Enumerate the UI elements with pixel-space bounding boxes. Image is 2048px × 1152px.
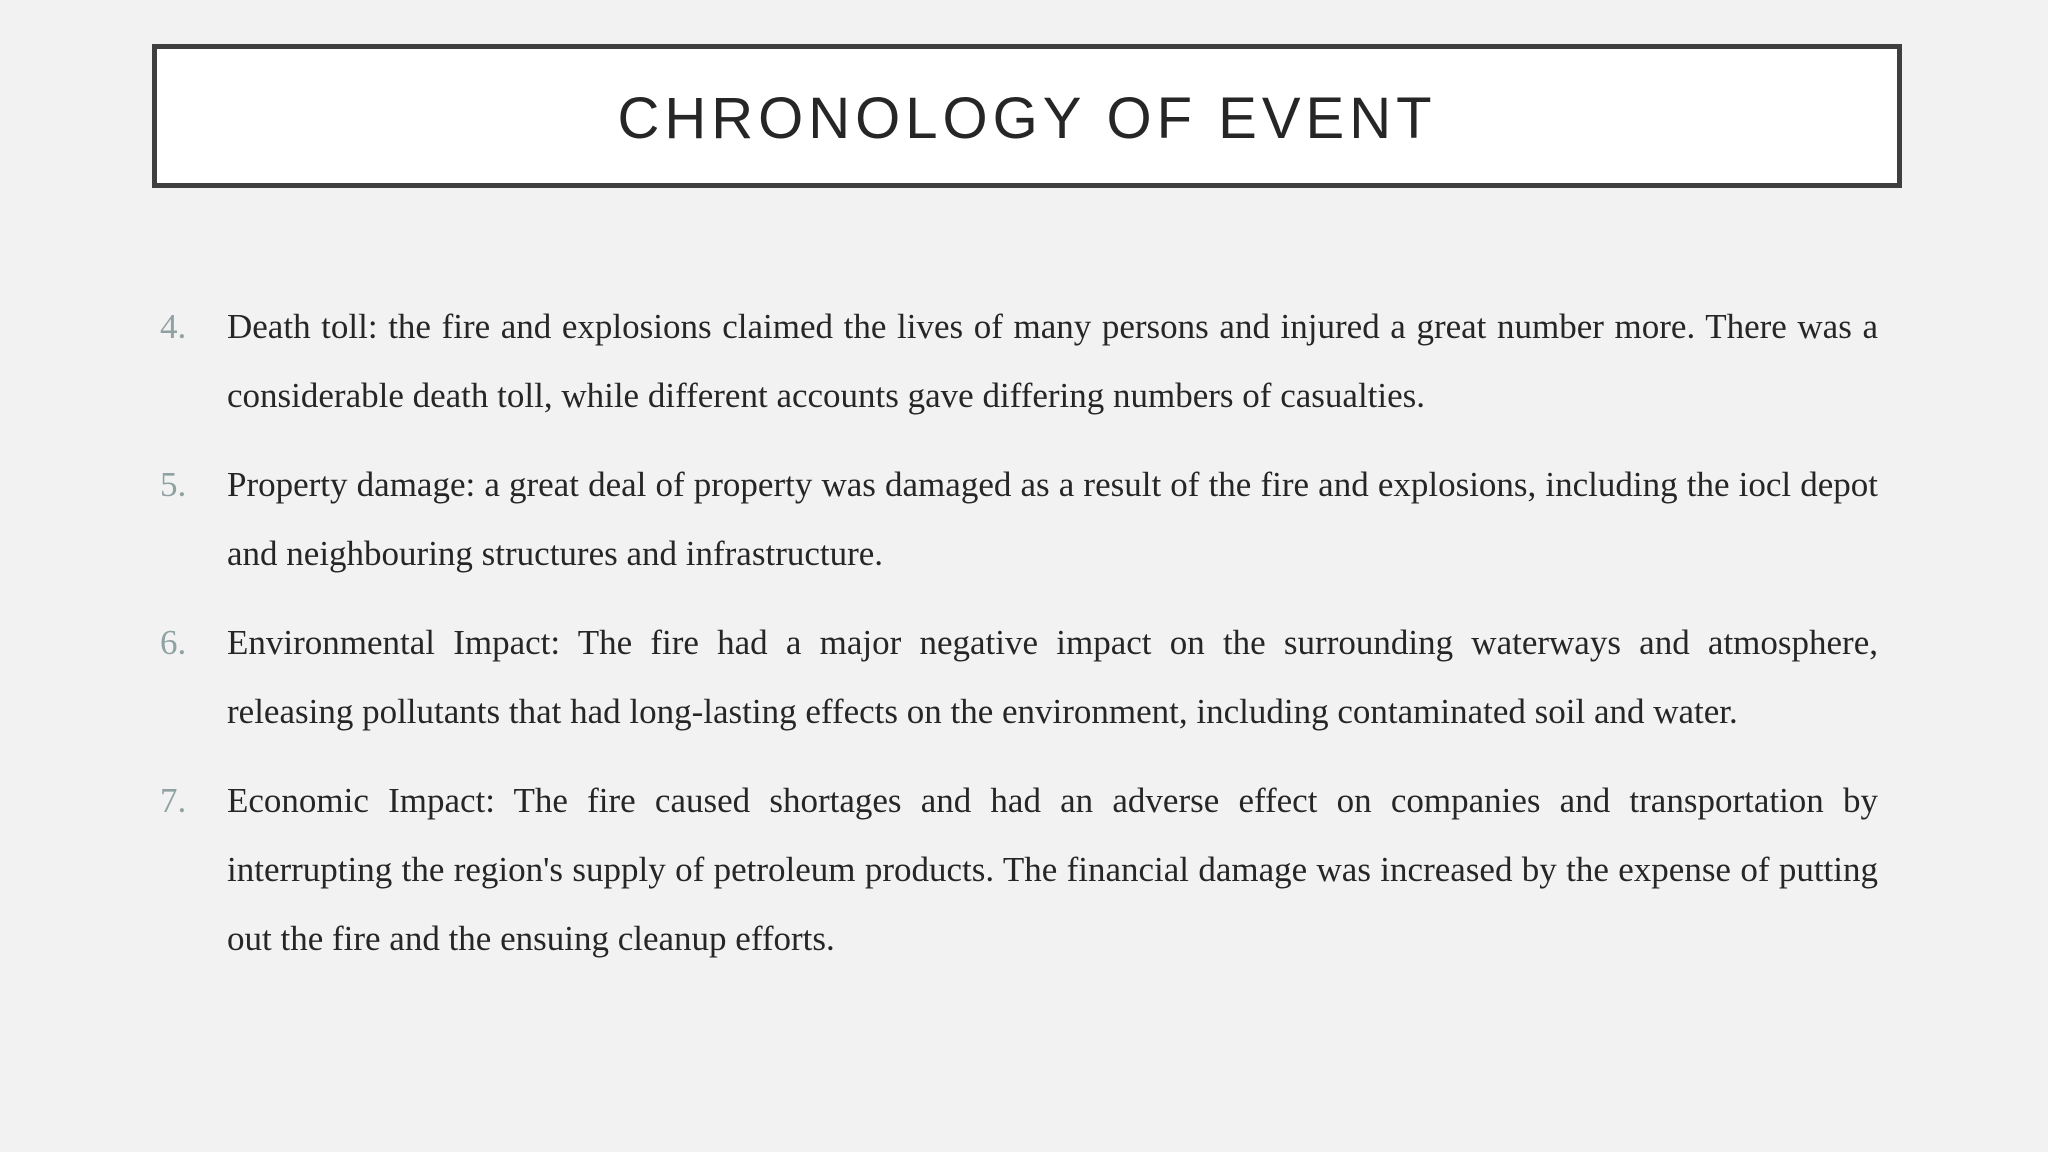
- list-number: 5.: [160, 465, 187, 504]
- list-item: [160, 608, 1878, 746]
- list-text: Death toll: the fire and explosions claimed the lives of many persons and injured a great number more. There was a considerable death toll, while different accounts gave differing numbers of casualties.: [227, 307, 1878, 415]
- list-item: [160, 450, 1878, 588]
- list-number: 4.: [160, 307, 187, 346]
- numbered-list: [160, 292, 1878, 993]
- title-box: [152, 44, 1902, 188]
- list-text: Economic Impact: The fire caused shortages and had an adverse effect on companies and transportation by interrupting the region's supply of petroleum products. The financial damage was increased by the expense of putting out the fire and the ensuing cleanup efforts.: [227, 781, 1878, 958]
- list-item: [160, 766, 1878, 973]
- list-text: Property damage: a great deal of property was damaged as a result of the fire and explosions, including the iocl depot and neighbouring structures and infrastructure.: [227, 465, 1878, 573]
- list-number: 7.: [160, 781, 187, 820]
- list-text: Environmental Impact: The fire had a major negative impact on the surrounding waterways and atmosphere, releasing pollutants that had long-lasting effects on the environment, including contaminated soil and water.: [227, 623, 1878, 731]
- list-item: [160, 292, 1878, 430]
- list-number: 6.: [160, 623, 187, 662]
- slide-title: CHRONOLOGY OF EVENT: [617, 85, 1437, 151]
